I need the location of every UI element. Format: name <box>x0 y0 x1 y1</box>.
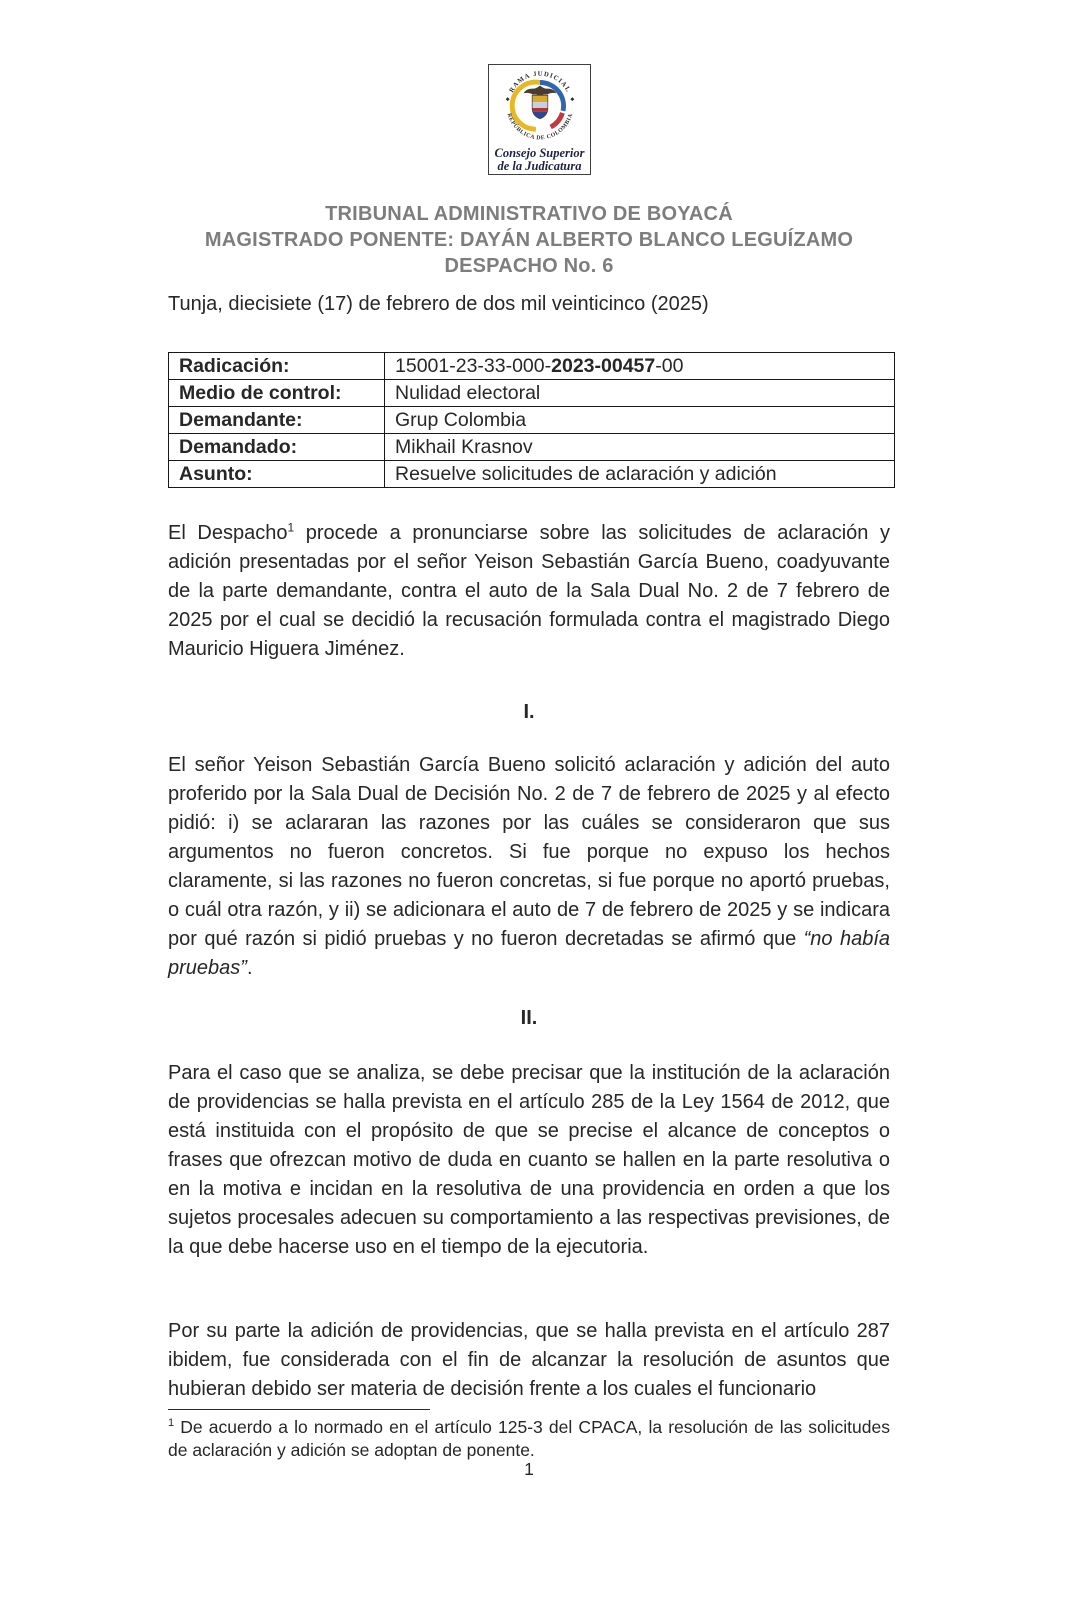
radicacion-suffix: -00 <box>655 354 684 377</box>
row-label: Radicación: <box>169 353 385 380</box>
table-row-asunto <box>169 461 895 488</box>
row-label: Demandante: <box>169 407 385 434</box>
paragraph-solicitud <box>168 751 890 983</box>
table-row-demandante <box>169 407 895 434</box>
page-number: 1 <box>524 1459 534 1479</box>
row-value: Nulidad electoral <box>385 380 895 407</box>
seal-top-text: RAMA JUDICIAL <box>507 70 572 94</box>
row-value: Mikhail Krasnov <box>385 434 895 461</box>
judicial-seal-logo <box>488 64 591 175</box>
para1-text-continued: procede a pronunciarse sobre las solicitudes de aclaración y adición presentadas por el señor Yeison Sebastián García Bueno, coadyuvante de la parte demandante, contra el auto de la Sala Dual No. 2 de 7 febrero de 2025 por el cual se decidió la recusación formulada contra el magistrado Diego Mauricio Higuera Jiménez. <box>168 522 890 660</box>
para2-text: El señor Yeison Sebastián García Bueno solicitó aclaración y adición del auto proferido por la Sala Dual de Decisión No. 2 de 7 de febrero de 2025 y al efecto pidió: i) se aclararan las razones por las cuáles se consideraron que sus argumentos no fueron concretos. Si fue porque no expuso los hechos claramente, si las razones no fueron concretas, si fue porque no aportó pruebas, o cuál otra razón, y ii) se adicionara el auto de 7 de febrero de 2025 y se indicara por qué razón si pidió pruebas y no fueron decretadas se afirmó que <box>168 754 890 950</box>
header-court-name: TRIBUNAL ADMINISTRATIVO DE BOYACÁ <box>325 203 733 225</box>
seal-left-dot <box>505 97 509 101</box>
row-label: Demandado: <box>169 434 385 461</box>
table-row-demandado <box>169 434 895 461</box>
footnote-number: 1 <box>168 1417 175 1430</box>
footnote-separator <box>168 1409 430 1410</box>
table-row-medio-de-control <box>169 380 895 407</box>
row-value: Resuelve solicitudes de aclaración y adición <box>385 461 895 488</box>
section-heading-1: I. <box>523 701 535 723</box>
paragraph-adicion: Por su parte la adición de providencias, que se halla prevista en el artículo 287 ibidem, fue considerada con el fin de alcanzar la resolución de asuntos que hubieran debido ser materia de decisión frente a los cuales el funcionario <box>168 1320 890 1400</box>
paragraph-aclaracion: Para el caso que se analiza, se debe precisar que la institución de la aclaración de providencias se halla prevista en el artículo 285 de la Ley 1564 de 2012, que está instituida con el propósito de que se precise el alcance de conceptos o frases que ofrezcan motivo de duda en cuanto se hallen en la parte resolutiva o en la motiva e incidan en la resolutiva de una providencia en orden a que los sujetos procesales adecuen su comportamiento a las respectivas previsiones, de la que debe hacerse uso en el tiempo de la ejecutoria. <box>168 1062 890 1258</box>
logo-caption-line1: Consejo Superior <box>494 146 585 160</box>
case-info-table <box>168 352 895 488</box>
table-row-radicacion <box>169 353 895 380</box>
para2-period: . <box>246 957 253 979</box>
row-label: Asunto: <box>169 461 385 488</box>
logo-caption <box>495 147 585 173</box>
header-despacho-line: DESPACHO No. 6 <box>444 255 614 277</box>
dateline: Tunja, diecisiete (17) de febrero de dos mil veinticinco (2025) <box>168 293 709 315</box>
section-heading-2: II. <box>520 1007 538 1029</box>
rama-judicial-seal-icon <box>491 66 589 148</box>
radicacion-prefix: 15001-23-33-000- <box>395 354 552 377</box>
seal-right-dot <box>570 97 574 101</box>
footnote-reference-marker: 1 <box>287 520 295 535</box>
seal-bottom-text: REPÚBLICA DE COLOMBIA <box>505 112 574 142</box>
para2-quoted-italic: “no había pruebas” <box>168 928 891 979</box>
document-header <box>168 201 890 279</box>
radicacion-bold-segment: 2023-00457 <box>551 354 656 377</box>
para1-text: El Despacho <box>168 522 288 544</box>
row-label: Medio de control: <box>169 380 385 407</box>
footnote-text: De acuerdo a lo normado en el artículo 125-3 del CPACA, la resolución de las solicitudes de aclaración y adición se adoptan de ponente. <box>168 1417 890 1460</box>
footnote <box>168 1416 890 1462</box>
paragraph-intro <box>168 519 890 664</box>
header-magistrate-line: MAGISTRADO PONENTE: DAYÁN ALBERTO BLANCO LEGUÍZAMO <box>204 229 854 251</box>
row-value: Grup Colombia <box>385 407 895 434</box>
seal-ring-red <box>550 113 562 127</box>
logo-caption-line2: de la Judicatura <box>497 159 582 173</box>
row-value <box>385 353 895 380</box>
